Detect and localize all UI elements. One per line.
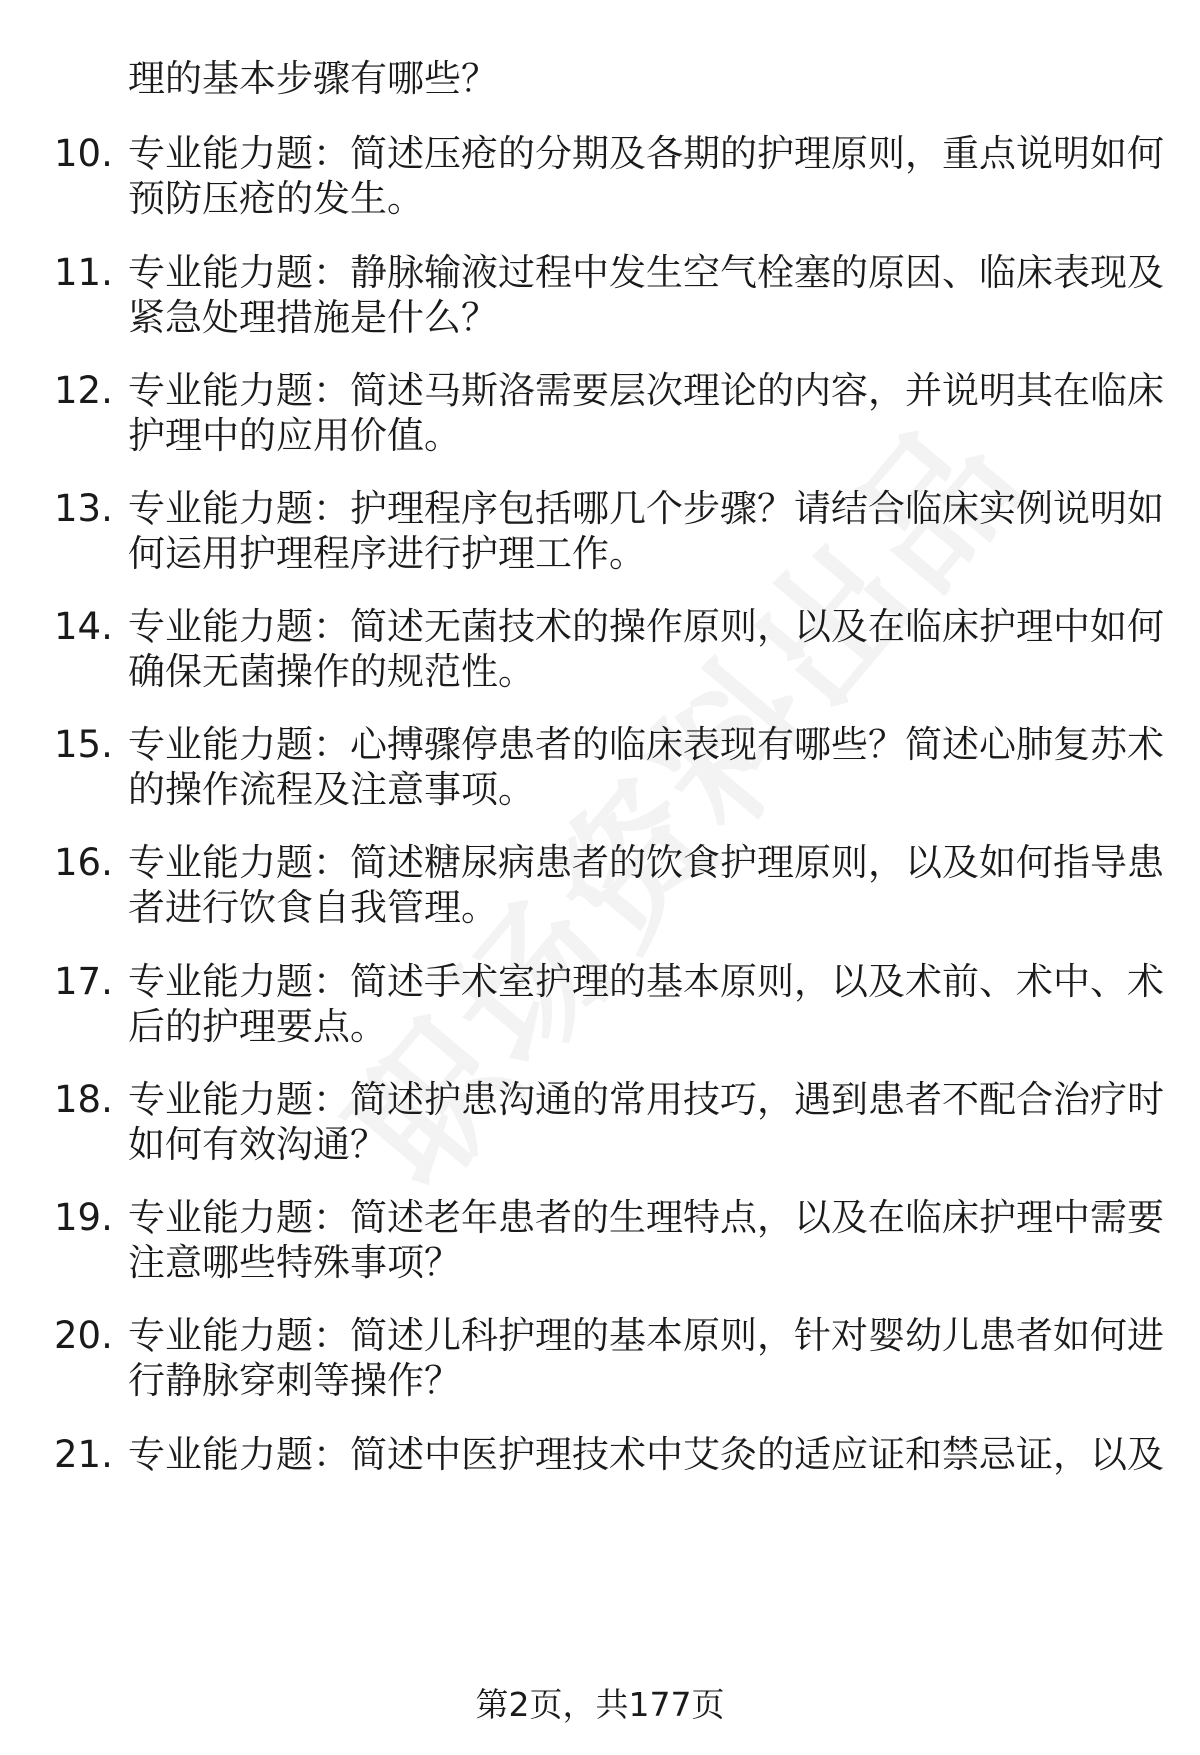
question-line: 确保无菌操作的规范性。 (128, 650, 535, 693)
item-number: 12. (54, 369, 113, 412)
question-line: 后的护理要点。 (128, 1005, 387, 1048)
question-line: 专业能力题：心搏骤停患者的临床表现有哪些？简述心肺复苏术 (128, 723, 1164, 766)
item-number: 13. (54, 487, 113, 530)
item-number: 19. (54, 1196, 113, 1239)
question-line: 专业能力题：静脉输液过程中发生空气栓塞的原因、临床表现及 (128, 251, 1164, 294)
item-number: 15. (54, 723, 113, 766)
item-number: 16. (54, 841, 113, 884)
question-line: 注意哪些特殊事项？ (128, 1241, 461, 1284)
item-number: 20. (54, 1314, 113, 1357)
question-line: 者进行饮食自我管理。 (128, 886, 498, 929)
continuation-line: 理的基本步骤有哪些？ (128, 57, 498, 100)
question-line: 专业能力题：简述手术室护理的基本原则，以及术前、术中、术 (128, 960, 1164, 1003)
question-line: 专业能力题：简述老年患者的生理特点，以及在临床护理中需要 (128, 1196, 1164, 1239)
item-number: 17. (54, 960, 113, 1003)
question-line: 专业能力题：简述压疮的分期及各期的护理原则，重点说明如何 (128, 132, 1164, 175)
item-number: 11. (54, 251, 113, 294)
item-number: 21. (54, 1433, 113, 1476)
question-line: 何运用护理程序进行护理工作。 (128, 532, 646, 575)
item-number: 14. (54, 605, 113, 648)
question-line: 如何有效沟通？ (128, 1123, 387, 1166)
question-line: 专业能力题：简述无菌技术的操作原则，以及在临床护理中如何 (128, 605, 1164, 648)
question-line: 专业能力题：简述马斯洛需要层次理论的内容，并说明其在临床 (128, 369, 1164, 412)
question-line: 专业能力题：简述糖尿病患者的饮食护理原则，以及如何指导患 (128, 841, 1164, 884)
question-line: 的操作流程及注意事项。 (128, 768, 535, 811)
question-line: 专业能力题：简述中医护理技术中艾灸的适应证和禁忌证，以及 (128, 1433, 1164, 1476)
question-line: 护理中的应用价值。 (128, 414, 461, 457)
question-line: 预防压疮的发生。 (128, 177, 424, 220)
item-number: 10. (54, 132, 113, 175)
page-footer: 第2页，共177页 (475, 1685, 725, 1724)
question-line: 紧急处理措施是什么？ (128, 296, 498, 339)
question-line: 行静脉穿刺等操作？ (128, 1359, 461, 1402)
question-line: 专业能力题：简述护患沟通的常用技巧，遇到患者不配合治疗时 (128, 1078, 1164, 1121)
item-number: 18. (54, 1078, 113, 1121)
question-line: 专业能力题：简述儿科护理的基本原则，针对婴幼儿患者如何进 (128, 1314, 1164, 1357)
question-line: 专业能力题：护理程序包括哪几个步骤？请结合临床实例说明如 (128, 487, 1164, 530)
